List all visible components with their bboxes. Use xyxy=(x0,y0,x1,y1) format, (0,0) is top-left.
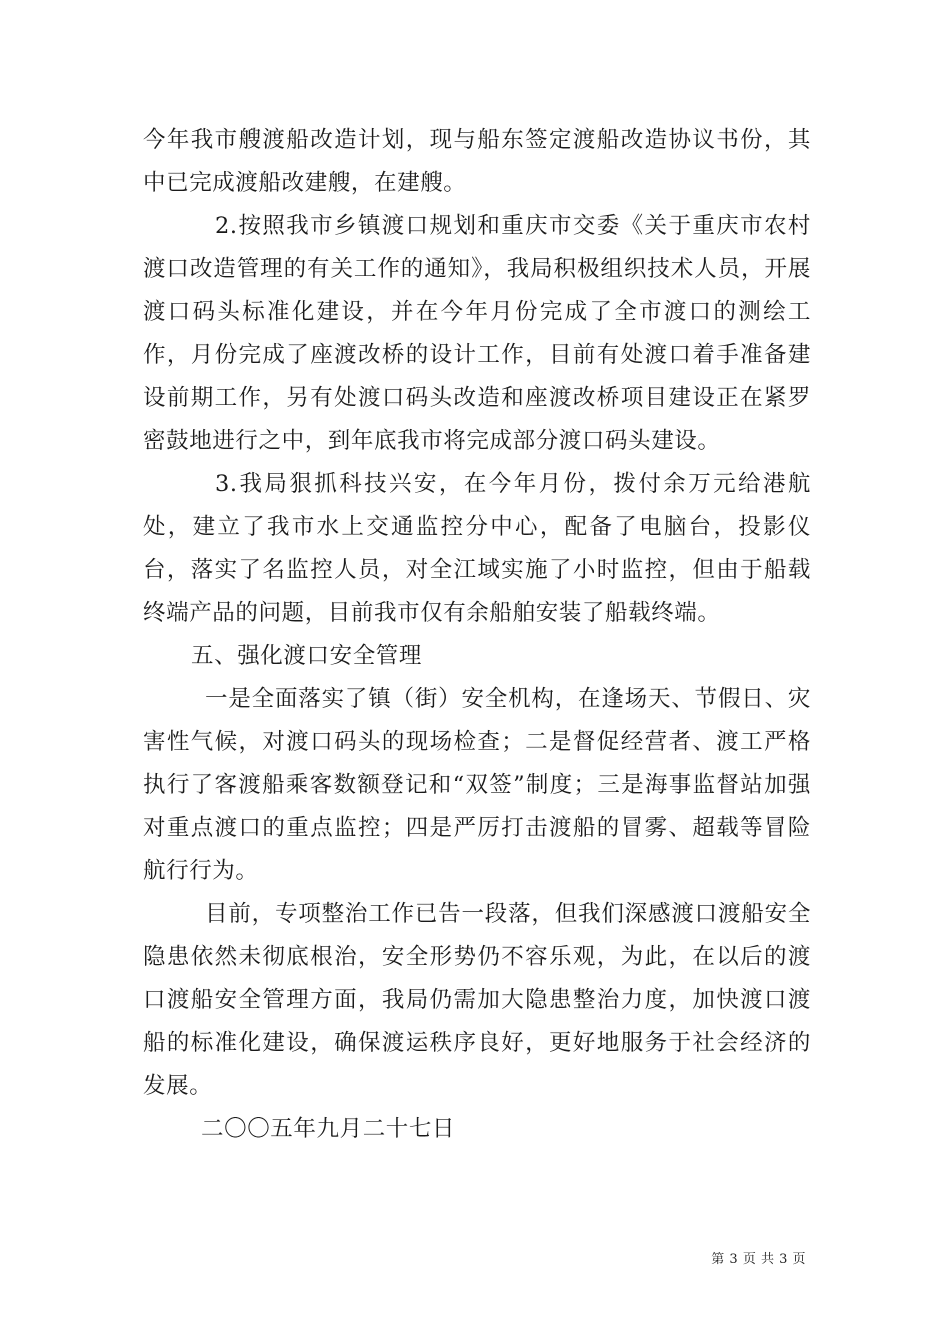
section-heading: 五、强化渡口安全管理 xyxy=(191,643,423,669)
paragraph-item-3: 3.我局狠抓科技兴安，在今年月份，拨付余万元给港航处，建立了我市水上交通监控分中心，配备了电脑台，投影仪台，落实了名监控人员，对全江域实施了小时监控，但由于船载终端产品的问题，目前我市仅有余船舶安装了船载终端。 xyxy=(143,471,811,626)
paragraph-continued: 今年我市艘渡船改造计划，现与船东签定渡船改造协议书份，其中已完成渡船改建艘，在建艘。 xyxy=(143,127,811,196)
paragraph-measures: 一是全面落实了镇（街）安全机构，在逢场天、节假日、灾害性气候，对渡口码头的现场检查；二是督促经营者、渡工严格执行了客渡船乘客数额登记和“双签”制度；三是海事监督站加强对重点渡口的重点监控；四是严厉打击渡船的冒雾、超载等冒险航行行为。 xyxy=(143,686,811,884)
document-body xyxy=(143,119,811,1151)
paragraph-item-2: 2.按照我市乡镇渡口规划和重庆市交委《关于重庆市农村渡口改造管理的有关工作的通知》，我局积极组织技术人员，开展渡口码头标准化建设，并在今年月份完成了全市渡口的测绘工作，月份完成了座渡改桥的设计工作，目前有处渡口着手准备建设前期工作，另有处渡口码头改造和座渡改桥项目建设正在紧罗密鼓地进行之中，到年底我市将完成部分渡口码头建设。 xyxy=(143,213,811,454)
paragraph-conclusion: 目前，专项整治工作已告一段落，但我们深感渡口渡船安全隐患依然未彻底根治，安全形势仍不容乐观，为此，在以后的渡口渡船安全管理方面，我局仍需加大隐患整治力度，加快渡口渡船的标准化建设，确保渡运秩序良好，更好地服务于社会经济的发展。 xyxy=(143,901,811,1099)
page-number: 第 3 页 共 3 页 xyxy=(711,1252,806,1267)
document-date: 二〇〇五年九月二十七日 xyxy=(201,1116,456,1142)
